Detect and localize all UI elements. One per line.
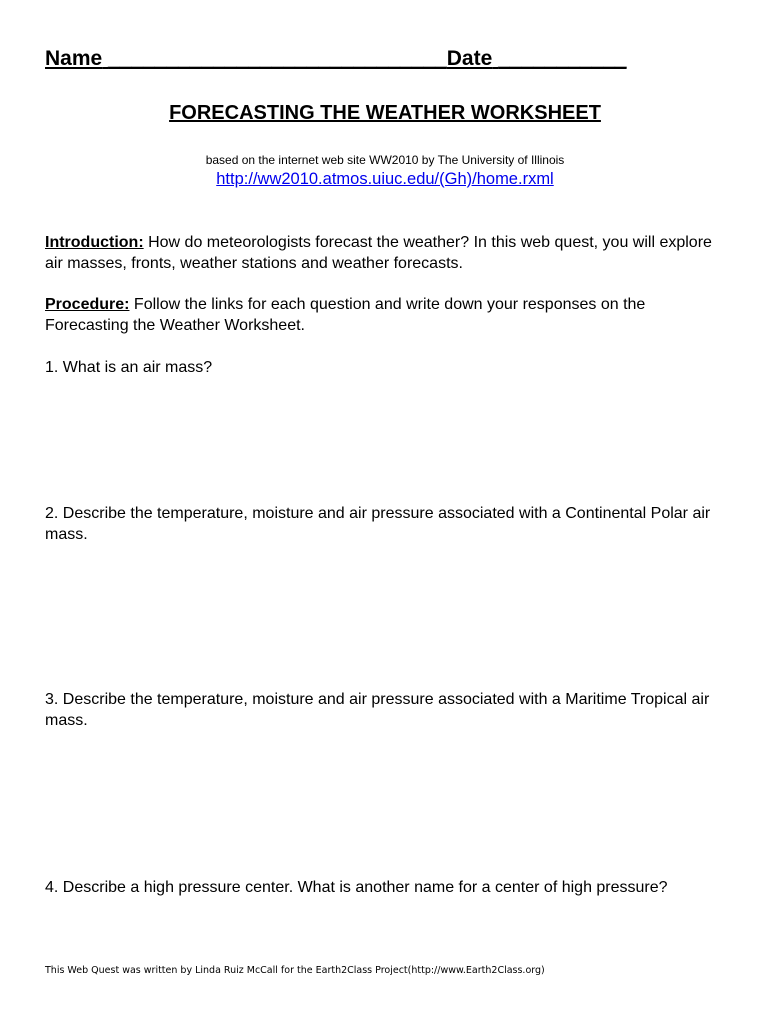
worksheet-title: FORECASTING THE WEATHER WORKSHEET xyxy=(169,102,601,124)
source-link-wrapper xyxy=(0,170,770,189)
procedure-paragraph xyxy=(45,294,725,336)
question-4: 4. Describe a high pressure center. What is another name for a center of high pressure? xyxy=(45,879,668,896)
procedure-label: Procedure: xyxy=(45,296,130,313)
name-date-line xyxy=(45,47,627,71)
question-3: 3. Describe the temperature, moisture and air pressure associated with a Maritime Tropical air mass. xyxy=(45,691,710,729)
source-note: based on the internet web site WW2010 by The University of Illinois xyxy=(205,153,565,167)
introduction-paragraph xyxy=(45,232,725,274)
introduction-label: Introduction: xyxy=(45,234,144,251)
question-2: 2. Describe the temperature, moisture and air pressure associated with a Continental Polar air mass. xyxy=(45,505,711,543)
procedure-text: Follow the links for each question and write down your responses on the Forecasting the Weather Worksheet. xyxy=(45,296,646,334)
date-field-blank[interactable]: ___________ xyxy=(498,47,627,70)
name-label: Name xyxy=(45,47,103,70)
date-label: Date xyxy=(446,47,493,70)
footer-credit: This Web Quest was written by Linda Ruiz McCall for the Earth2Class Project(http://www.Earth2Class.org) xyxy=(45,965,545,976)
name-field-blank[interactable]: _____________________________ xyxy=(108,47,447,70)
question-1: 1. What is an air mass? xyxy=(45,359,213,376)
introduction-text: How do meteorologists forecast the weather? In this web quest, you will explore air masses, fronts, weather stations and weather forecasts. xyxy=(45,234,712,272)
source-link[interactable]: http://ww2010.atmos.uiuc.edu/(Gh)/home.rxml xyxy=(216,170,554,188)
